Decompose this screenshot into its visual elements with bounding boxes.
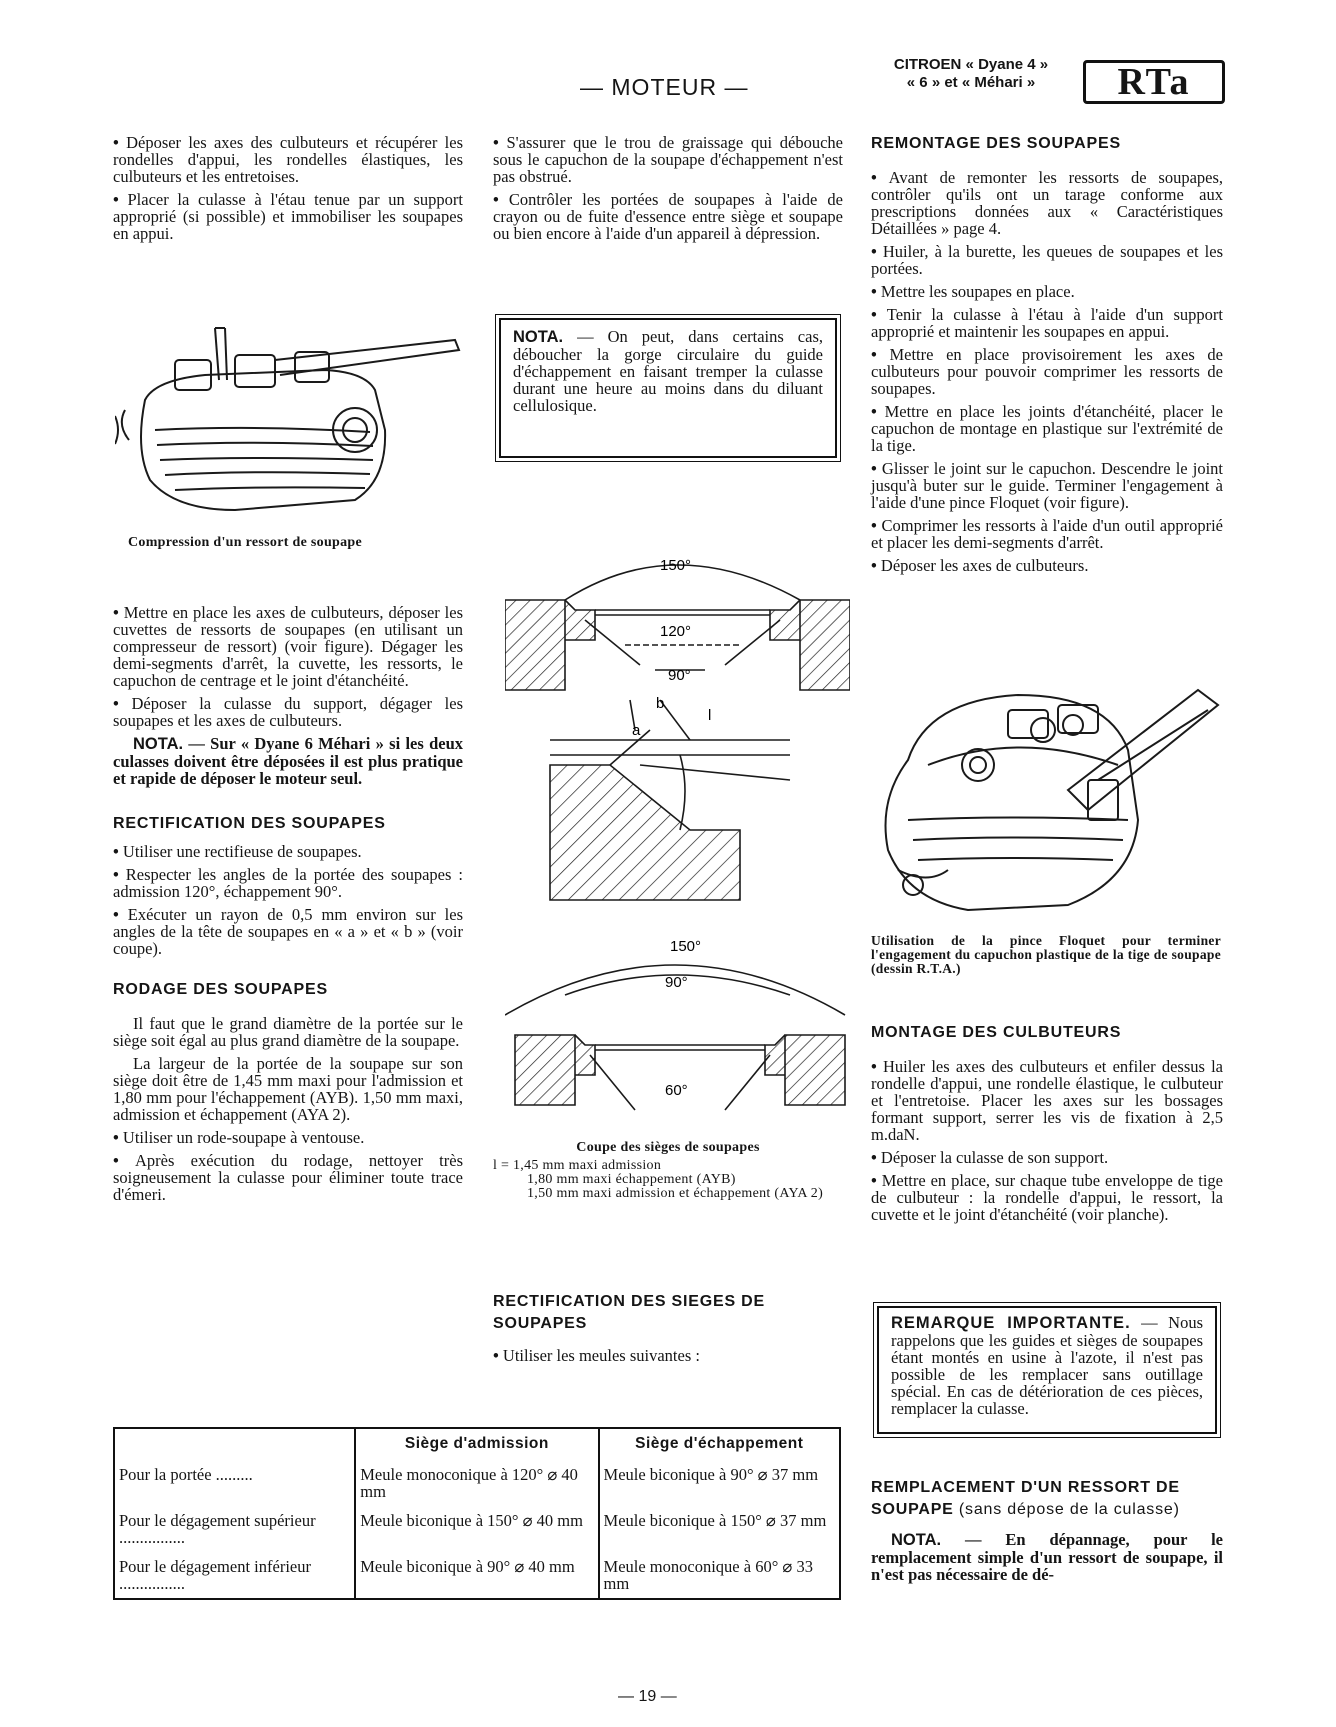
table-cell: Meule biconique à 90° ⌀ 40 mm [355,1548,598,1599]
paragraph: • Mettre les soupapes en place. [871,283,1223,300]
page-number: — 19 — [618,1688,677,1705]
paragraph: • S'assurer que le trou de graissage qui débouche sous le capuchon de la soupape d'échappement n'est pas obstrué. [493,134,843,185]
paragraph: • Mettre en place provisoirement les axes de culbuteurs pour pouvoir comprimer les ressorts de soupapes. [871,346,1223,397]
caption-line: l = 1,45 mm maxi admission [493,1158,662,1173]
paragraph: • Mettre en place les axes de culbuteurs, déposer les cuvettes de ressorts de soupapes (en utilisant un compresseur de ressort) (voir figure). Dégager les demi-segments d'arrêt, la cuvette, les ressorts, le capuchon de centrage et le joint d'étanchéité. [113,604,463,689]
nota-text: — Sur « Dyane 6 Méhari » si les deux culasses doivent être déposées il est plus pratique et rapide de déposer le moteur seul. [113,734,463,788]
grinding-wheels-table [113,1427,841,1600]
paragraph: • Comprimer les ressorts à l'aide d'un outil approprié et placer les demi-segments d'arrêt. [871,517,1223,551]
table-header-row [114,1428,840,1462]
paragraph: • Placer la culasse à l'étau tenue par un support approprié (si possible) et immobiliser les soupapes en appui. [113,191,463,242]
paragraph: • Déposer la culasse du support, dégager les soupapes et les axes de culbuteurs. [113,695,463,729]
table-header-cell: Siège d'admission [355,1428,598,1462]
paragraph: • Huiler, à la burette, les queues de soupapes et les portées. [871,243,1223,277]
paragraph: • Après exécution du rodage, nettoyer très soigneusement la culasse pour éliminer toute trace d'émeri. [113,1152,463,1203]
column-3-bottom [871,1477,1223,1589]
valve-seat-diagram-exhaust [505,935,850,1120]
heading-text: REMPLACEMENT D'UN RESSORT DE SOUPAPE [871,1479,1180,1518]
paragraph: La largeur de la portée de la soupape sur son siège doit être de 1,45 mm maxi pour l'admission et 1,80 mm pour l'échappement (AYB). 1,50 mm maxi, admission et échappement (AYA 2). [113,1054,463,1124]
table-cell: Meule monoconique à 60° ⌀ 33 mm [599,1548,840,1599]
section-title: — MOTEUR — [580,74,749,100]
paragraph: • Déposer les axes des culbuteurs et récupérer les rondelles d'appui, les rondelles élastiques, les culbuteurs et les entretoises. [113,134,463,185]
caption-line: 1,80 mm maxi échappement (AYB) [527,1172,736,1187]
table-header-cell: Siège d'échappement [599,1428,840,1462]
column-3-middle [871,1022,1223,1229]
figure-caption-seats [493,1141,843,1201]
angle-label-120: 120° [660,623,692,640]
heading-subtitle: (sans dépose de la culasse) [958,1501,1180,1518]
paragraph: • Huiler les axes des culbuteurs et enfiler dessus la rondelle d'appui, une rondelle élastique, le culbuteur et l'entretoise. Placer les axes sur les bossages formant support, serrer les vis de fixation à 2,5 m.daN. [871,1058,1223,1143]
table-row [114,1502,840,1548]
valve-head-detail-diagram [540,690,800,910]
remarque-text: — Nous rappelons que les guides et sièges de soupapes étant montés en usine à l'azote, il n'est pas possible de les remplacer sans outillage spécial. En cas de détérioration de ces pièces, remplacer la culasse. [891,1313,1203,1418]
paragraph: • Déposer les axes de culbuteurs. [871,557,1223,574]
column-3-top [871,133,1223,580]
angle-label-90: 90° [668,667,691,684]
table-row [114,1548,840,1599]
remarque-box [877,1306,1217,1434]
nota-text: — En dépannage, pour le remplacement simple d'un ressort de soupape, il n'est pas nécessaire de dé- [871,1530,1223,1584]
column-2-top [493,134,843,248]
nota-text: — On peut, dans certains cas, déboucher la gorge circulaire du guide d'échappement en faisant tremper la culasse durant une heure au moins dans du diluant cellulosique. [513,327,823,415]
paragraph: • Déposer la culasse de son support. [871,1149,1223,1166]
angle-label-90: 90° [665,974,688,991]
column-1-top [113,134,463,248]
paragraph: • Utiliser les meules suivantes : [493,1347,843,1364]
heading-rectification-soupapes: RECTIFICATION DES SOUPAPES [113,815,386,832]
label-b: b [656,695,665,712]
label-a: a [632,722,641,739]
nota-box [499,318,837,458]
heading-rectification-sieges: RECTIFICATION DES SIEGES DE SOUPAPES [493,1293,765,1332]
paragraph: • Contrôler les portées de soupapes à l'aide de crayon ou de fuite d'essence entre siège et soupape ou bien encore à l'aide d'un appareil à dépression. [493,191,843,242]
valve-seat-diagram-intake [505,540,850,695]
figure-caption-2: Utilisation de la pince Floquet pour terminer l'engagement du capuchon plastique de la tige de soupape (dessin R.T.A.) [871,933,1221,976]
brand-line-1: CITROEN « Dyane 4 » [893,56,1049,73]
paragraph: • Utiliser une rectifieuse de soupapes. [113,843,463,860]
table-cell: Meule biconique à 150° ⌀ 40 mm [355,1502,598,1548]
nota-paragraph [113,735,463,787]
table-cell: Pour la portée ......... [119,1465,253,1484]
brand-line-2: « 6 » et « Méhari » [906,74,1036,91]
rta-logo: RTa [1083,60,1225,104]
nota-lead: NOTA. [133,735,184,753]
table-header-cell [114,1428,355,1462]
table-cell: Meule monoconique à 120° ⌀ 40 mm [355,1462,598,1502]
caption-line: 1,50 mm maxi admission et échappement (AYA 2) [527,1186,824,1201]
caption-title: Coupe des sièges de soupapes [576,1140,760,1155]
brand-header [866,56,1076,92]
figure-caption-1: Compression d'un ressort de soupape [128,535,363,550]
cylinder-head-compressor-illustration [115,320,465,520]
nota-paragraph [871,1531,1223,1583]
paragraph: • Respecter les angles de la portée des soupapes : admission 120°, échappement 90°. [113,866,463,900]
paragraph: • Avant de remonter les ressorts de soupapes, contrôler qu'ils ont un tarage conforme aux prescriptions données aux « Caractéristiques Détaillées » page 4. [871,169,1223,237]
heading-rodage-soupapes: RODAGE DES SOUPAPES [113,981,328,998]
angle-label-150: 150° [660,557,692,574]
table-cell: Meule biconique à 90° ⌀ 37 mm [599,1462,840,1502]
paragraph: Il faut que le grand diamètre de la portée sur le siège soit égal au plus grand diamètre de la soupape. [113,1014,463,1050]
paragraph: • Tenir la culasse à l'étau à l'aide d'un support approprié et maintenir les soupapes en appui. [871,306,1223,340]
heading-montage-culbuteurs: MONTAGE DES CULBUTEURS [871,1024,1122,1041]
angle-label-60: 60° [665,1082,688,1099]
table-cell: Pour le dégagement inférieur ................ [119,1557,311,1593]
angle-label-150: 150° [670,938,702,955]
table-cell: Meule biconique à 150° ⌀ 37 mm [599,1502,840,1548]
paragraph: • Mettre en place, sur chaque tube enveloppe de tige de culbuteur : la rondelle d'appui, le ressort, la cuvette et le joint d'étanchéité (voir planche). [871,1172,1223,1223]
paragraph: • Mettre en place les joints d'étanchéité, placer le capuchon de montage en plastique sur l'extrémité de la tige. [871,403,1223,454]
nota-lead: NOTA. [891,1531,942,1549]
table-row [114,1462,840,1502]
label-l: l [708,707,712,724]
table-cell: Pour le dégagement supérieur ................ [119,1511,316,1547]
nota-lead: NOTA. [513,328,564,346]
column-2-bottom [493,1291,843,1370]
paragraph: • Exécuter un rayon de 0,5 mm environ sur les angles de la tête de soupapes en « a » et « b » (voir coupe). [113,906,463,957]
remarque-lead: REMARQUE IMPORTANTE. [891,1314,1131,1332]
paragraph: • Glisser le joint sur le capuchon. Descendre le joint jusqu'à buter sur le guide. Terminer l'engagement à l'aide d'une pince Floquet (voir figure). [871,460,1223,511]
paragraph: • Utiliser un rode-soupape à ventouse. [113,1129,463,1146]
column-1-middle [113,604,463,1209]
heading-remplacement-ressort [871,1477,1223,1521]
floquet-pliers-illustration [868,670,1228,925]
heading-remontage-soupapes: REMONTAGE DES SOUPAPES [871,135,1121,152]
